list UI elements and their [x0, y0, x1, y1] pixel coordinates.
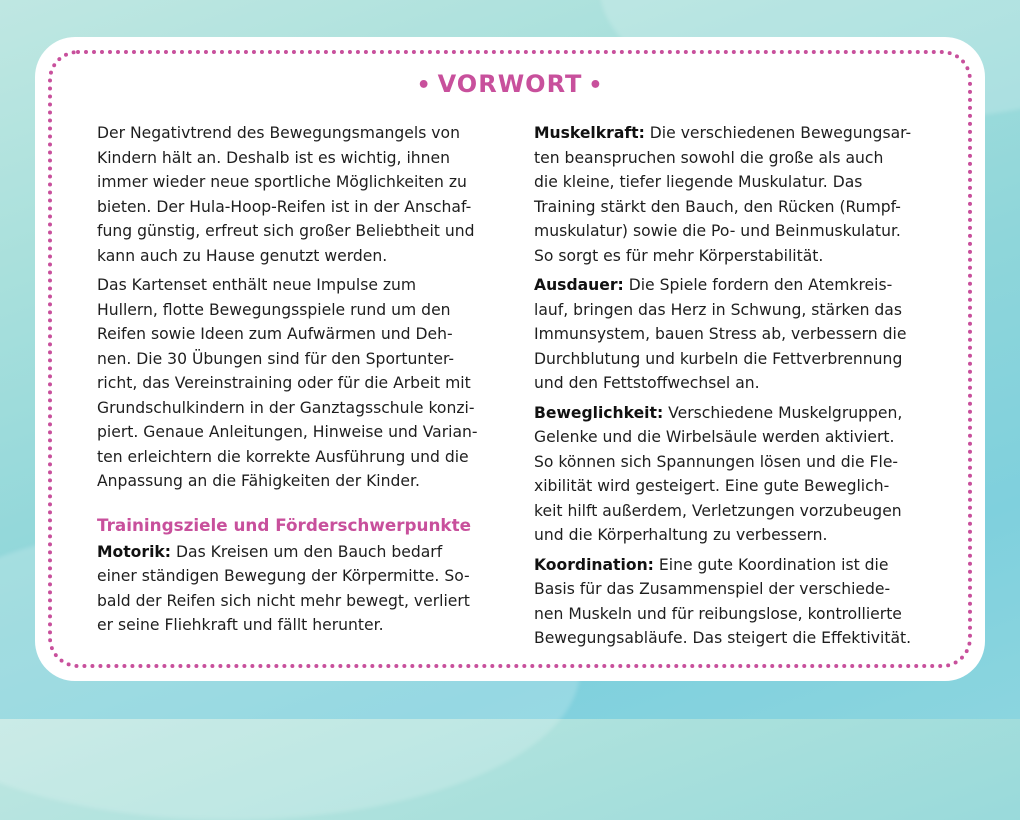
beweglichkeit-term: Beweglichkeit: — [534, 403, 664, 422]
text-line: Grundschulkindern in der Ganztagsschule konzi- — [97, 398, 475, 417]
text-line: Das Kartenset enthält neue Impulse zum — [97, 276, 417, 294]
text-line: ten erleichtern die korrekte Ausführung und die — [97, 447, 469, 466]
text-line: kann auch zu Hause genutzt werden. — [97, 246, 388, 265]
text-line: und die Körperhaltung zu verbessern. — [534, 526, 828, 544]
text-line: lauf, bringen das Herz in Schwung, stärken das — [534, 300, 902, 319]
text-line: Das Kreisen um den Bauch bedarf — [171, 542, 443, 561]
text-line: Die Spiele fordern den Atemkreis- — [623, 276, 893, 294]
text-line: Die verschiedenen Bewegungsar- — [644, 124, 912, 142]
preface-card — [35, 37, 985, 681]
text-line: fung günstig, erfreut sich großer Beliebtheit und — [97, 222, 475, 240]
intro-paragraph-2 — [97, 273, 497, 494]
text-line: keit hilft außerdem, Verletzungen vorzubeugen — [534, 501, 902, 520]
text-line: nen. Die 30 Übungen sind für den Sportunter- — [97, 349, 455, 368]
koordination-paragraph — [534, 553, 930, 651]
left-column — [97, 121, 497, 643]
title-bullet-right: • — [588, 73, 604, 98]
text-line: Verschiedene Muskelgruppen, — [663, 403, 903, 422]
text-line: Basis für das Zusammenspiel der verschiede- — [534, 580, 891, 598]
text-line: Anpassung an die Fähigkeiten der Kinder. — [97, 472, 420, 490]
title-text: VORWORT — [437, 70, 583, 98]
text-line: piert. Genaue Anleitungen, Hinweise und Varian- — [97, 423, 478, 441]
text-line: bieten. Der Hula-Hoop-Reifen ist in der Anschaf- — [97, 197, 472, 216]
text-line: Training stärkt den Bauch, den Rücken (Rumpf- — [534, 197, 901, 216]
text-line: bald der Reifen sich nicht mehr bewegt, verliert — [97, 591, 470, 610]
text-line: Hullern, flotte Bewegungsspiele rund um den — [97, 300, 451, 319]
text-line: ten beanspruchen sowohl die große als auch — [534, 148, 884, 167]
ausdauer-term: Ausdauer: — [534, 276, 624, 294]
muskelkraft-paragraph — [534, 121, 930, 268]
intro-paragraph-1 — [97, 121, 497, 268]
text-line: er seine Fliehkraft und fällt herunter. — [97, 616, 384, 634]
beweglichkeit-paragraph — [534, 401, 930, 548]
text-line: Reifen sowie Ideen zum Aufwärmen und Deh- — [97, 325, 453, 343]
right-column — [534, 121, 930, 656]
text-line: xibilität wird gesteigert. Eine gute Beweglich- — [534, 477, 890, 495]
text-line: immer wieder neue sportliche Möglichkeiten zu — [97, 173, 467, 191]
text-line: Eine gute Koordination ist die — [653, 555, 889, 574]
page-title — [35, 69, 985, 101]
muskelkraft-term: Muskelkraft: — [534, 124, 645, 142]
motorik-term: Motorik: — [97, 542, 172, 561]
text-line: Immunsystem, bauen Stress ab, verbessern die — [534, 325, 907, 343]
text-line: Kindern hält an. Deshalb ist es wichtig, ihnen — [97, 148, 451, 167]
text-line: einer ständigen Bewegung der Körpermitte. So- — [97, 567, 470, 585]
text-line: nen Muskeln und für reibungslose, kontrollierte — [534, 604, 902, 623]
text-line: und den Fettstoffwechsel an. — [534, 374, 760, 392]
koordination-term: Koordination: — [534, 555, 654, 574]
text-line: Bewegungsabläufe. Das steigert die Effektivität. — [534, 629, 912, 647]
text-line: So sorgt es für mehr Körperstabilität. — [534, 246, 824, 265]
text-line: Gelenke und die Wirbelsäule werden aktiviert. — [534, 428, 895, 446]
text-line: Durchblutung und kurbeln die Fettverbrennung — [534, 349, 903, 368]
text-line: Der Negativtrend des Bewegungsmangels von — [97, 124, 460, 142]
text-line: So können sich Spannungen lösen und die Fle- — [534, 452, 899, 471]
motorik-paragraph — [97, 540, 497, 638]
section-subheading: Trainingsziele und Förderschwerpunkte — [97, 514, 471, 535]
text-line: muskulatur) sowie die Po- und Beinmuskulatur. — [534, 222, 901, 240]
title-bullet-left: • — [416, 73, 432, 98]
ausdauer-paragraph — [534, 273, 930, 396]
text-line: richt, das Vereinstraining oder für die Arbeit mit — [97, 374, 471, 392]
text-line: die kleine, tiefer liegende Muskulatur. Das — [534, 173, 863, 191]
